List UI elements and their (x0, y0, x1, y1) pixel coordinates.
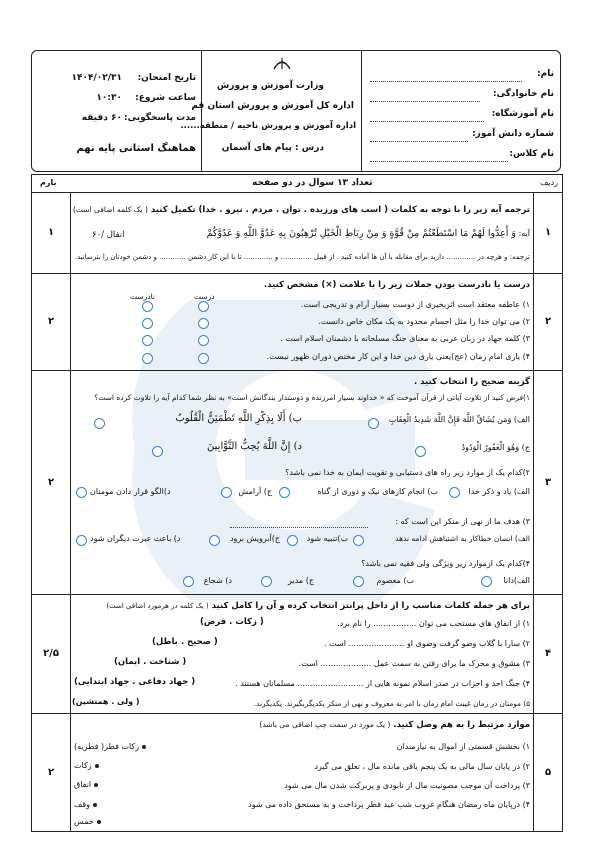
q4-radio-b[interactable] (353, 576, 364, 587)
q1-option-a: الف) وَمَن يُشَاقِّ اللَّهَ فَإِنَّ اللَّهَ شَدِيدُ الْعِقَابِ (388, 415, 530, 424)
q1-radio-b[interactable] (94, 418, 105, 429)
instruction: موارد مرتبط را به هم وصل کنید. (393, 720, 530, 730)
match-left-3: ۳) پرداخت آن موجب مصونیت مال از نابودی و پربرکت شدن مال می شود (284, 781, 530, 790)
match-right-1[interactable] (74, 742, 146, 751)
match-right-label: زکات فطر( فطریه) (74, 742, 140, 751)
q4-option-d: د) شجاع (203, 576, 232, 585)
fill-item-2: ۲) سارا با گلاب وضو گرفت وضوی او ...................... است . (324, 639, 530, 648)
instruction: برای هر جمله کلمات مناسب را از داخل پرانتز انتخاب کرده و آن را کامل کنید (211, 601, 530, 611)
q1-option-c: ج) وَهُوَ الْغَفُورُ الْوَدُودُ (461, 443, 530, 452)
col-false: نادرست (130, 292, 155, 301)
match-right-label: انفاق (74, 780, 92, 789)
field-family: نام خانوادگی: (492, 89, 554, 99)
match-right-3[interactable] (74, 780, 98, 789)
question-score: ۲/۵ (32, 595, 71, 713)
match-left-1: ۱) بخشش قسمتی از اموال به نیازمندان (396, 742, 530, 751)
field-student-no: شماره دانش آموز: (472, 129, 554, 139)
q1-radio-c[interactable] (415, 446, 426, 457)
student-info (361, 51, 560, 171)
exam-header (31, 50, 561, 172)
fill-choices-1: ( زکات . قرض) (200, 617, 264, 627)
col-true: درست (194, 292, 215, 301)
q4-option-b: ب) معصوم (376, 576, 414, 585)
question-score: ۲ (32, 714, 71, 831)
duration: ۶۰ دقیقه (81, 113, 122, 123)
fill-item-4: ۴) جنگ احد و احزاب در صدر اسلام نمونه هایی از .......................... مسلمانان هستند . (235, 679, 530, 688)
exam-info (32, 51, 204, 171)
start-time: ۱۰:۳۰ (96, 93, 122, 103)
q3-radio-a[interactable] (353, 535, 364, 546)
q4-radio-d[interactable] (183, 576, 194, 587)
q2-option-c: ج) آرامش (238, 487, 272, 496)
true-radio-2[interactable] (198, 318, 209, 329)
q2-radio-a[interactable] (449, 487, 460, 498)
ministry-info (180, 51, 362, 171)
family-line[interactable] (370, 101, 480, 102)
q4-radio-a[interactable] (481, 576, 492, 587)
school-line[interactable] (370, 121, 484, 122)
question-count: تعداد ۱۳ سوال در دو صفحه (252, 178, 373, 188)
fill-choices-5: ( ولی . همنشین) (72, 697, 140, 706)
false-radio-3[interactable] (142, 335, 153, 346)
q3-radio-b[interactable] (287, 535, 298, 546)
start-label: ساعت شروع: (135, 93, 196, 103)
question-score: ۲ (32, 274, 71, 370)
q3-answer-line[interactable] (230, 527, 368, 528)
fill-item-3: ۳) مشوق و محرک ما برای رفتن به سمت عمل .................... است. (298, 659, 530, 668)
instruction: گزینه صحیح را انتخاب کنید . (413, 377, 530, 387)
fill-choices-3: ( شناخت . ایمان) (114, 657, 187, 667)
tf-item-1: ۱) عاطفه معتقد است اثربخیری از دوست بسیار آرام و تدریجی است. (300, 300, 530, 309)
match-right-label: خمس (74, 817, 94, 826)
translation[interactable]: ترجمه: و هرچه در ............. دارید برای مقابله با آن ها آماده کنید . از قبیل .............. و ............. تا با این کار دشمن ............ و دشمن خودتان را بترسانید. (74, 253, 530, 261)
q4-radio-c[interactable] (261, 576, 272, 587)
exam-type: هماهنگ استانی پایه نهم (76, 143, 196, 154)
match-right-label: زکات (74, 761, 92, 770)
emblem-icon (270, 55, 294, 71)
tf-item-2: ۲) می توان خدا را مثل اجسام محدود به یک مکان خاص دانست. (318, 317, 530, 326)
q2-radio-b[interactable] (279, 487, 290, 498)
match-right-2[interactable] (74, 761, 99, 770)
question-number: ۵ (533, 714, 562, 831)
q2-option-a: الف) یاد و ذکر خدا (468, 487, 530, 496)
mc-question-4: ۴)کدام یک ازموارد زیر ویژگی ولی فقیه نمی باشد؟ (361, 559, 530, 568)
verse: وَ أَعِدُّوا لَهُمْ مَا اسْتَطَعْتُمْ مِنْ قُوَّةٍ وَ مِنْ رِبَاطِ الْخَيْلِ تُرْهِبُونَ بِهِ عَدُوَّ اللَّهِ وَ عَدُوَّكُمْ (206, 228, 517, 239)
q2-radio-d[interactable] (76, 487, 87, 498)
question-3 (31, 370, 563, 595)
match-left-4: ۴) درپایان ماه رمضان هنگام غروب شب عید فطر پرداخت و به مستحق داده می شود (248, 800, 530, 809)
question-score: ۱ (32, 193, 71, 273)
q1-option-d: د) إِنَّ اللَّهَ يُحِبُّ التَّوَّابِينَ (207, 441, 302, 452)
match-right-5[interactable] (74, 817, 101, 826)
subject: درس : پیام های آسمان (221, 143, 324, 153)
question-number: ۳ (533, 371, 562, 594)
fill-item-5: ۵) مومنان در زمان غیبت امام زمان با امر به معروف و نهی از منکر یکدیگربگیرند. یکدیگرند. (253, 699, 530, 708)
exam-date: ۱۴۰۴/۰۲/۳۱ (71, 73, 122, 83)
true-radio-3[interactable] (198, 335, 209, 346)
instruction: ترجمه آیه زیر را با توجه به کلمات ( اسب های ورزیده . توان . مردم . نیرو . خدا) تکمیل کنید (150, 205, 530, 215)
false-radio-1[interactable] (142, 301, 153, 312)
q3-radio-d[interactable] (76, 535, 87, 546)
question-number: ۱ (533, 193, 562, 273)
question-5 (31, 713, 563, 832)
org-line-2: اداره کل آموزش و پرورش استان قم (191, 101, 354, 111)
radif-label: ردیف (540, 178, 558, 187)
question-number: ۴ (533, 595, 562, 713)
question-number: ۲ (533, 274, 562, 370)
match-right-4[interactable] (74, 800, 97, 809)
score-label: بارم (40, 178, 57, 187)
q2-option-d: د)الگو قرار دادن مومنان (90, 487, 171, 496)
question-2 (31, 273, 563, 371)
q2-option-b: ب) انجام کارهای نیک و دوری از گناه (317, 487, 438, 496)
q3-option-d: د) باعث عبرت دیگران شود (90, 534, 181, 543)
q1-option-b: ب) أَلَا بِذِكْرِ اللَّهِ تَطْمَئِنُّ الْقُلُوبُ (175, 413, 302, 424)
org-line-1: وزارت آموزش و پرورش (216, 81, 324, 91)
q3-option-a: الف) انسان خطاکار به اشتباهش ادامه ندهد (395, 534, 530, 543)
q2-radio-c[interactable] (221, 487, 232, 498)
name-line[interactable] (370, 81, 522, 82)
fill-item-1: ۱) از انفاق های مستحب می توان ................. را نام برد. (337, 619, 530, 628)
question-score: ۲ (32, 371, 71, 594)
table-header (31, 174, 563, 193)
q1-radio-d[interactable] (152, 446, 163, 457)
match-right-label: وقف (74, 800, 90, 809)
verse-ref: انفال /۶۰ (92, 230, 125, 240)
fill-choices-4: ( جهاد دفاعی . جهاد ابتدایی) (74, 677, 196, 687)
class-line[interactable] (370, 161, 508, 162)
verse-prefix: آیه: (518, 229, 530, 238)
q1-radio-a[interactable] (368, 418, 379, 429)
field-school: نام آموزشگاه: (491, 109, 554, 119)
q3-option-b: ب)تنبیه شود (306, 534, 348, 543)
false-radio-4[interactable] (142, 353, 153, 364)
field-name: نام: (537, 69, 554, 79)
q4-option-c: ج) مدیر (288, 576, 314, 585)
mc-question-2: ۲)کدام یک از موارد زیر راه های دستیابی و تقویت ایمان به خدا نمی باشد؟ (285, 468, 530, 477)
instruction-note: ( یک کلمه اضافی است) (72, 205, 148, 214)
exam-date-label: تاریخ امتحان: (137, 73, 196, 83)
true-radio-4[interactable] (198, 353, 209, 364)
student-no-line[interactable] (370, 141, 468, 142)
duration-label: مدت پاسخگویی: (123, 113, 196, 123)
fill-choices-2: ( صحیح . باطل) (152, 637, 218, 647)
true-radio-1[interactable] (198, 301, 209, 312)
q4-option-a: الف)دانا (503, 576, 530, 585)
question-4 (31, 594, 563, 714)
q3-radio-c[interactable] (209, 535, 220, 546)
match-left-2: ۲) در پایان سال مالی به یک پنجم باقی مانده مال ، تعلق می گیرد (314, 762, 530, 771)
false-radio-2[interactable] (142, 318, 153, 329)
tf-item-4: ۴) یاری امام زمان (عج)یعنی یاری دین خدا و این کار مختص دوران ظهور نیست. (266, 352, 530, 361)
instruction-note: ( یک مورد در سمت چپ اضافی می باشد) (259, 720, 391, 729)
field-class: نام کلاس: (509, 149, 554, 159)
org-line-3: اداره آموزش و پرورش ناحیه / منطقه...... (180, 121, 356, 131)
q3-option-c: ج)آبرویش برود (229, 534, 280, 543)
instruction-note: ( یک کلمه در هرمورد اضافی است) (106, 602, 209, 610)
question-1 (31, 192, 563, 274)
instruction: درست یا نادرست بودن جملات زیر را با علامت (×) مشخص کنید. (263, 280, 530, 290)
mc-question-1: ۱)فرض کنید از تلاوت آیاتی از قرآن آموخت که « خداوند بسیار امرزنده و دوستدار بندگانش است» به نظر شما کدام آیه را تلاوت کرده است؟ (94, 393, 530, 402)
tf-item-3: ۳) کلمه جهاد در زبان عربی به معنای جنگ مسلحانه با دشمنان اسلام است . (280, 334, 530, 343)
mc-question-3: ۳) هدف ما از نهی از منکر این است که : (395, 517, 530, 526)
